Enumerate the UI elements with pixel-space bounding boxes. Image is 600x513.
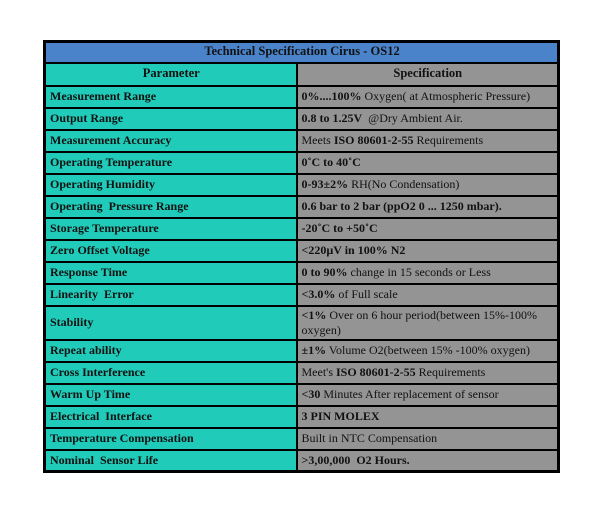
spec-text-segment: @Dry Ambient Air. — [362, 111, 463, 125]
parameter-cell: Zero Offset Voltage — [45, 240, 297, 262]
table-row — [45, 362, 559, 384]
specification-cell — [297, 406, 559, 428]
spec-text-segment: <30 — [301, 387, 321, 401]
specification-cell — [297, 86, 559, 108]
parameter-cell: Measurement Range — [45, 86, 297, 108]
table-row — [45, 384, 559, 406]
spec-text-segment: 0%....100% — [301, 89, 362, 103]
specification-cell — [297, 174, 559, 196]
parameter-cell: Nominal Sensor Life — [45, 450, 297, 472]
specification-cell — [297, 284, 559, 306]
specification-cell — [297, 240, 559, 262]
table-row — [45, 450, 559, 472]
table-row — [45, 240, 559, 262]
spec-text-segment: Oxygen( at Atmospheric Pressure) — [361, 89, 531, 103]
specification-cell — [297, 450, 559, 472]
column-header-parameter: Parameter — [45, 63, 297, 86]
table-row — [45, 108, 559, 130]
spec-text-segment: Over on 6 hour period(between 15%-100% oxygen) — [301, 307, 540, 337]
table-row — [45, 196, 559, 218]
spec-text-segment: RH(No Condensation) — [348, 177, 460, 191]
table-row — [45, 306, 559, 340]
table-row — [45, 406, 559, 428]
parameter-cell: Output Range — [45, 108, 297, 130]
spec-text-segment: change in 15 seconds or Less — [347, 265, 491, 279]
parameter-cell: Stability — [45, 306, 297, 340]
parameter-cell: Repeat ability — [45, 340, 297, 362]
table-title-row — [45, 42, 559, 63]
specification-cell — [297, 340, 559, 362]
parameter-cell: Electrical Interface — [45, 406, 297, 428]
parameter-cell: Operating Humidity — [45, 174, 297, 196]
column-header-specification: Specification — [297, 63, 559, 86]
spec-text-segment: Meets — [301, 133, 334, 147]
spec-text-segment: Meet's — [301, 365, 336, 379]
table-row — [45, 218, 559, 240]
table-row — [45, 130, 559, 152]
spec-text-segment: <3.0% — [301, 287, 336, 301]
parameter-cell: Operating Temperature — [45, 152, 297, 174]
specification-cell — [297, 306, 559, 340]
spec-text-segment: 0-93±2% — [301, 177, 349, 191]
table-header-row — [45, 63, 559, 86]
table-row — [45, 174, 559, 196]
spec-text-segment: Built in NTC Compensation — [301, 431, 438, 445]
specification-cell — [297, 384, 559, 406]
parameter-cell: Storage Temperature — [45, 218, 297, 240]
parameter-cell: Response Time — [45, 262, 297, 284]
parameter-cell: Measurement Accuracy — [45, 130, 297, 152]
parameter-cell: Linearity Error — [45, 284, 297, 306]
spec-text-segment: ISO 80601-2-55 — [333, 133, 414, 147]
specification-cell — [297, 152, 559, 174]
specification-cell — [297, 108, 559, 130]
spec-text-segment: Volume O2(between 15% -100% oxygen) — [326, 343, 530, 357]
spec-text-segment: 3 PIN MOLEX — [301, 409, 380, 423]
spec-text-segment: <1% — [301, 307, 327, 322]
spec-text-segment: ±1% — [301, 343, 327, 357]
specification-cell — [297, 362, 559, 384]
spec-text-segment: <220µV in 100% N2 — [301, 243, 406, 257]
spec-text-segment: Requirements — [413, 133, 484, 147]
spec-text-segment: -20˚C to +50˚C — [301, 221, 378, 235]
spec-text-segment: 0.8 to 1.25V — [301, 111, 363, 125]
spec-text-segment: Minutes After replacement of sensor — [320, 387, 499, 401]
parameter-cell: Cross Interference — [45, 362, 297, 384]
specification-table — [43, 40, 560, 473]
specification-cell — [297, 196, 559, 218]
spec-text-segment: 0˚C to 40˚C — [301, 155, 361, 169]
table-row — [45, 340, 559, 362]
spec-text-segment: 0 to 90% — [301, 265, 348, 279]
spec-table-body — [45, 86, 559, 472]
parameter-cell: Warm Up Time — [45, 384, 297, 406]
spec-text-segment: >3,00,000 O2 Hours. — [301, 452, 410, 467]
specification-cell — [297, 428, 559, 450]
table-row — [45, 262, 559, 284]
spec-text-segment: ISO 80601-2-55 — [336, 365, 416, 379]
parameter-cell: Operating Pressure Range — [45, 196, 297, 218]
specification-cell — [297, 130, 559, 152]
parameter-cell: Temperature Compensation — [45, 428, 297, 450]
table-row — [45, 428, 559, 450]
table-row — [45, 284, 559, 306]
spec-text-segment: 0.6 bar to 2 bar (ppO2 0 ... 1250 mbar). — [301, 199, 502, 213]
table-title: Technical Specification Cirus - OS12 — [45, 42, 559, 63]
table-row — [45, 86, 559, 108]
specification-cell — [297, 262, 559, 284]
specification-cell — [297, 218, 559, 240]
table-row — [45, 152, 559, 174]
spec-text-segment: Requirements — [415, 365, 486, 379]
spec-text-segment: of Full scale — [335, 287, 398, 301]
